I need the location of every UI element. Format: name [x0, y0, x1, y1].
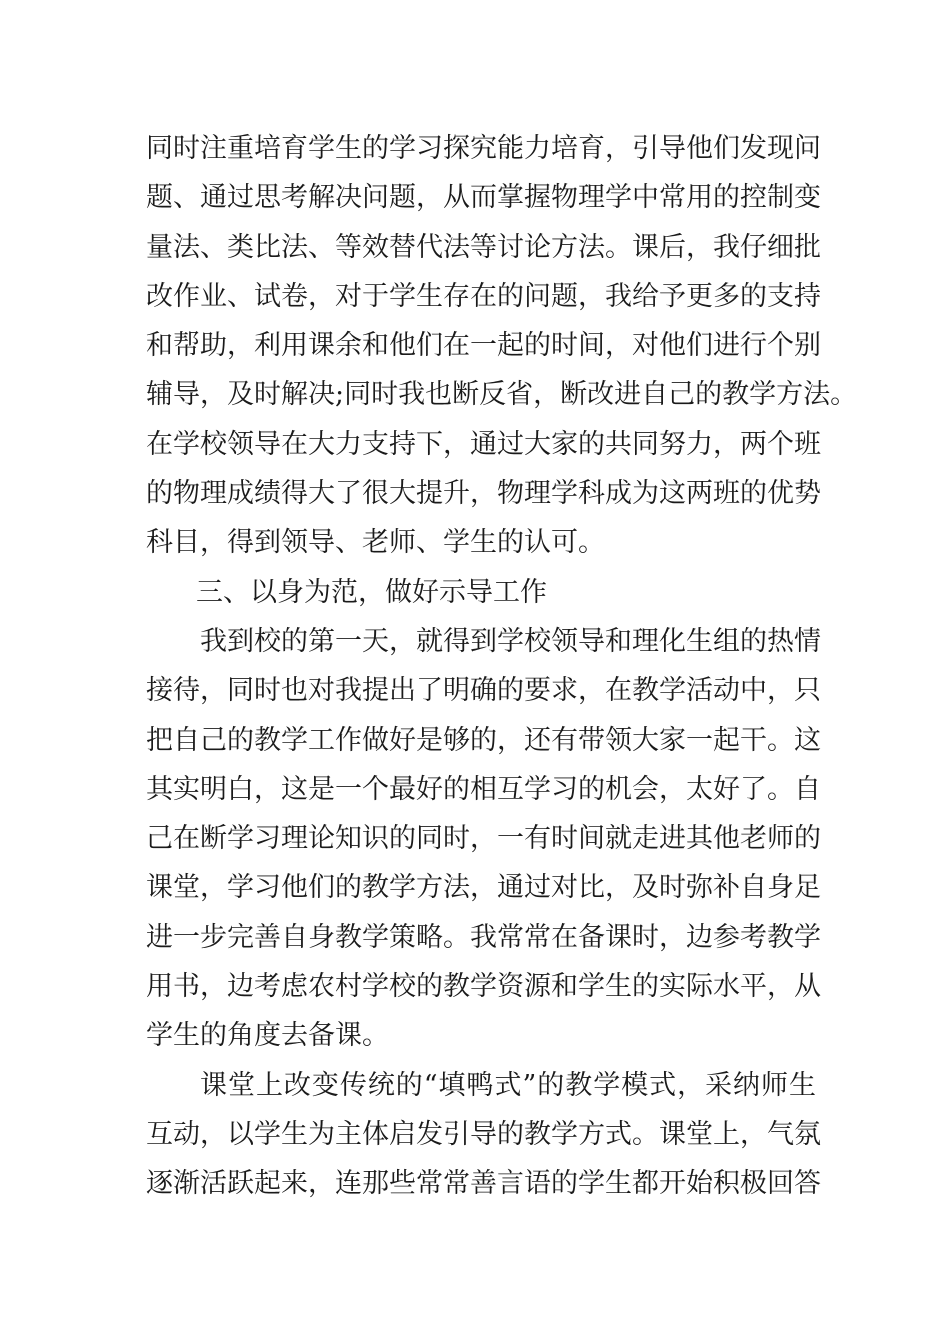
- text-line: 的物理成绩得大了很大提升，物理学科成为这两班的优势: [146, 478, 821, 510]
- text-line: 题、通过思考解决问题，从而掌握物理学中常用的控制变: [146, 182, 821, 214]
- text-line: 进一步完善自身教学策略。我常常在备课时，边参考教学: [146, 921, 821, 953]
- text-line: 己在断学习理论知识的同时，一有时间就走进其他老师的: [146, 823, 821, 855]
- document-body: [146, 124, 858, 1209]
- text-line: 其实明白，这是一个最好的相互学习的机会，太好了。自: [146, 773, 821, 805]
- text-line: 接待，同时也对我提出了明确的要求，在教学活动中，只: [146, 675, 821, 707]
- text-line: 科目，得到领导、老师、学生的认可。: [146, 527, 605, 559]
- section-heading: [146, 568, 816, 617]
- paragraph-continuation: [146, 124, 858, 568]
- section-heading-text: 三、以身为范，做好示导工作: [196, 576, 547, 608]
- text-line: 在学校领导在大力支持下，通过大家的共同努力，两个班: [146, 428, 821, 460]
- text-line: 同时注重培育学生的学习探究能力培育，引导他们发现问: [146, 133, 821, 164]
- text-line: 和帮助，利用课余和他们在一起的时间，对他们进行个别: [146, 330, 821, 362]
- text-line: 课堂上改变传统的“填鸭式”的教学模式，采纳师生: [200, 1069, 816, 1101]
- text-line: 逐渐活跃起来，连那些常常善言语的学生都开始积极回答: [146, 1168, 821, 1200]
- text-line: 改作业、试卷，对于学生存在的问题，我给予更多的支持: [146, 280, 821, 312]
- text-line: 量法、类比法、等效替代法等讨论方法。课后，我仔细批: [146, 231, 821, 263]
- text-line: 辅导，及时解决;同时我也断反省，断改进自己的教学方法。: [146, 379, 858, 411]
- paragraph: [146, 617, 821, 1061]
- text-line: 把自己的教学工作做好是够的，还有带领大家一起干。这: [146, 724, 821, 756]
- paragraph: [146, 1061, 821, 1209]
- text-line: 用书，边考虑农村学校的教学资源和学生的实际水平，从: [146, 971, 821, 1003]
- text-line: 我到校的第一天，就得到学校领导和理化生组的热情: [200, 625, 821, 657]
- text-line: 互动，以学生为主体启发引导的教学方式。课堂上，气氛: [146, 1118, 821, 1150]
- text-line: 课堂，学习他们的教学方法，通过对比，及时弥补自身足: [146, 872, 821, 904]
- text-line: 学生的角度去备课。: [146, 1020, 389, 1052]
